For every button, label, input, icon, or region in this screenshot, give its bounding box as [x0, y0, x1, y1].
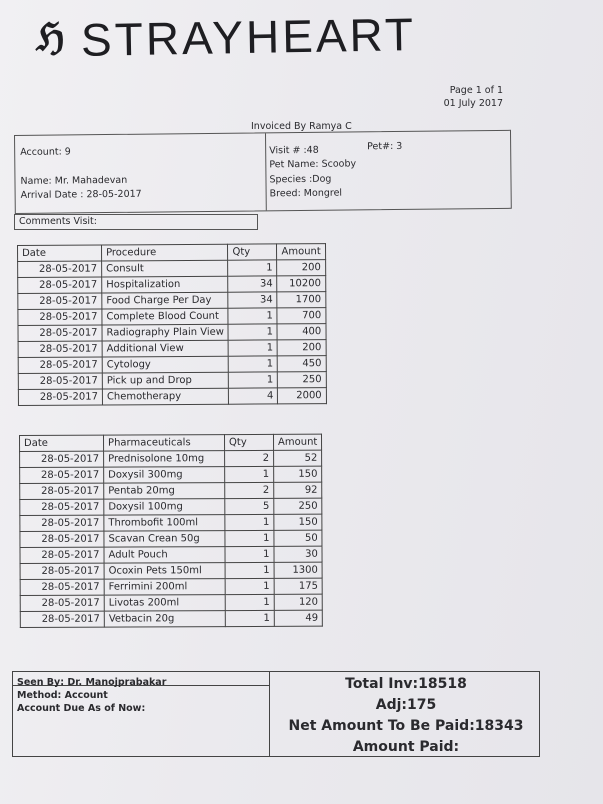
row-date: 28-05-2017 [20, 595, 104, 611]
adjustment: Adj:175 [375, 697, 437, 713]
row-pharmaceutical: Thrombofit 100ml [104, 515, 225, 532]
procedure-row [18, 372, 326, 390]
row-amount: 150 [274, 514, 322, 530]
procedure-row [18, 388, 326, 406]
summary-left [17, 676, 166, 715]
row-date: 28-05-2017 [20, 563, 104, 579]
pharmaceutical-table [19, 434, 323, 628]
row-qty: 2 [225, 482, 274, 498]
pharmaceutical-row [20, 546, 322, 563]
row-date: 28-05-2017 [18, 373, 102, 390]
total-invoice: Total Inv:18518 [345, 676, 467, 692]
pharmaceutical-row [20, 578, 322, 595]
summary-divider [269, 672, 270, 756]
page-info [444, 84, 503, 110]
procedure-row [18, 340, 326, 358]
procedure-row [18, 260, 326, 278]
row-date: 28-05-2017 [20, 499, 104, 515]
net-amount: Net Amount To Be Paid:18343 [288, 718, 524, 734]
row-qty: 4 [229, 388, 278, 404]
row-amount: 1300 [274, 562, 322, 578]
row-amount: 250 [274, 498, 322, 514]
amount-paid: Amount Paid: [352, 739, 460, 755]
pharmaceutical-row [20, 466, 322, 483]
row-qty: 1 [225, 546, 274, 562]
row-qty: 1 [225, 594, 274, 610]
procedure-row [18, 276, 326, 294]
row-procedure: Radiography Plain View [102, 324, 229, 341]
account-due: Account Due As of Now: [17, 703, 146, 714]
row-procedure: Additional View [102, 340, 229, 357]
row-date: 28-05-2017 [20, 579, 104, 595]
row-date: 28-05-2017 [18, 357, 102, 374]
row-pharmaceutical: Livotas 200ml [104, 595, 225, 612]
row-pharmaceutical: Vetbacin 20g [104, 611, 225, 628]
procedure-row [18, 308, 326, 326]
pharmaceutical-row [20, 450, 322, 467]
row-amount: 200 [278, 340, 326, 356]
pharmaceutical-row [20, 530, 322, 547]
pet-number: Pet#: 3 [367, 140, 403, 153]
invoiced-by: Invoiced By Ramya C [251, 121, 352, 132]
row-pharmaceutical: Adult Pouch [104, 547, 225, 564]
row-qty: 5 [225, 498, 274, 514]
row-amount: 30 [274, 546, 322, 562]
row-qty: 34 [228, 276, 277, 292]
row-date: 28-05-2017 [20, 467, 104, 483]
row-amount: 50 [274, 530, 322, 546]
row-amount: 92 [274, 482, 322, 498]
row-qty: 2 [225, 450, 274, 466]
row-procedure: Complete Blood Count [102, 308, 229, 325]
row-procedure: Consult [102, 260, 229, 277]
visit-number: Visit # :48 [269, 144, 319, 157]
comments-visit: Comments Visit: [14, 214, 258, 230]
row-qty: 1 [225, 466, 274, 482]
row-date: 28-05-2017 [20, 483, 104, 499]
row-qty: 1 [225, 514, 274, 530]
row-qty: 1 [228, 324, 277, 340]
account-number: Account: 9 [20, 146, 71, 158]
row-amount: 200 [277, 260, 325, 276]
col-date: Date [20, 435, 104, 451]
row-amount: 1700 [277, 292, 325, 308]
row-date: 28-05-2017 [18, 293, 102, 310]
pet-breed: Breed: Mongrel [269, 187, 343, 200]
row-date: 28-05-2017 [18, 325, 102, 342]
row-qty: 1 [229, 356, 278, 372]
row-date: 28-05-2017 [20, 515, 104, 531]
procedure-row [18, 356, 326, 374]
row-amount: 250 [278, 372, 326, 388]
seen-by: Seen By: Dr. Manojprabakar [17, 677, 167, 688]
visit-info-box [14, 130, 512, 214]
row-qty: 1 [225, 610, 274, 626]
procedure-row [18, 324, 326, 342]
row-date: 28-05-2017 [20, 547, 104, 563]
row-pharmaceutical: Ocoxin Pets 150ml [104, 563, 225, 580]
summary-box [12, 671, 540, 757]
row-qty: 1 [228, 260, 277, 276]
logo-mark-icon: ℌ [36, 14, 65, 59]
pharmaceutical-header-row [20, 434, 322, 451]
invoice-date: 01 July 2017 [443, 98, 503, 109]
row-qty: 1 [229, 340, 278, 356]
row-amount: 120 [274, 594, 322, 610]
row-date: 28-05-2017 [20, 611, 104, 627]
procedure-table [17, 243, 327, 406]
page-number: Page 1 of 1 [449, 85, 503, 96]
col-qty: Qty [225, 434, 274, 450]
row-date: 28-05-2017 [18, 341, 102, 358]
row-procedure: Pick up and Drop [102, 372, 229, 389]
col-amount: Amount [277, 244, 325, 260]
row-pharmaceutical: Ferrimini 200ml [104, 579, 225, 596]
row-qty: 1 [228, 308, 277, 324]
row-amount: 10200 [277, 276, 325, 292]
col-pharmaceuticals: Pharmaceuticals [104, 435, 225, 452]
row-amount: 700 [277, 308, 325, 324]
row-qty: 1 [229, 372, 278, 388]
payment-method: Method: Account [17, 690, 108, 701]
row-procedure: Food Charge Per Day [102, 292, 229, 309]
row-date: 28-05-2017 [18, 309, 102, 326]
row-amount: 52 [274, 450, 322, 466]
col-date: Date [18, 245, 102, 262]
row-qty: 1 [225, 530, 274, 546]
row-date: 28-05-2017 [20, 451, 104, 467]
row-qty: 1 [225, 562, 274, 578]
row-qty: 1 [225, 578, 274, 594]
col-procedure: Procedure [102, 244, 229, 261]
pet-name: Pet Name: Scooby [269, 158, 357, 171]
row-pharmaceutical: Pentab 20mg [104, 483, 225, 500]
pharmaceutical-row [20, 610, 322, 627]
row-amount: 175 [274, 578, 322, 594]
brand-logo [36, 8, 417, 66]
procedure-row [18, 292, 326, 310]
brand-name: STRAYHEART [80, 8, 417, 66]
pharmaceutical-row [20, 498, 322, 515]
pharmaceutical-row [20, 482, 322, 499]
row-amount: 49 [274, 610, 322, 626]
row-amount: 2000 [278, 388, 326, 404]
row-qty: 34 [228, 292, 277, 308]
row-procedure: Cytology [102, 356, 229, 373]
row-procedure: Hospitalization [102, 276, 229, 293]
row-pharmaceutical: Scavan Crean 50g [104, 531, 225, 548]
pharmaceutical-row [20, 514, 322, 531]
client-name: Name: Mr. Mahadevan [20, 174, 128, 187]
row-date: 28-05-2017 [18, 277, 102, 294]
procedure-header-row [18, 244, 326, 262]
pet-species: Species :Dog [269, 173, 332, 186]
row-date: 28-05-2017 [18, 261, 102, 278]
pharmaceutical-row [20, 562, 322, 579]
row-pharmaceutical: Prednisolone 10mg [104, 451, 225, 468]
row-amount: 150 [274, 466, 322, 482]
col-qty: Qty [228, 244, 277, 260]
row-amount: 450 [278, 356, 326, 372]
row-date: 28-05-2017 [18, 389, 102, 406]
pharmaceutical-row [20, 594, 322, 611]
row-pharmaceutical: Doxysil 100mg [104, 499, 225, 516]
row-date: 28-05-2017 [20, 531, 104, 547]
row-pharmaceutical: Doxysil 300mg [104, 467, 225, 484]
summary-totals [273, 674, 539, 758]
info-divider [265, 133, 267, 210]
col-amount: Amount [273, 434, 321, 450]
arrival-date: Arrival Date : 28-05-2017 [20, 188, 142, 201]
row-amount: 400 [277, 324, 325, 340]
row-procedure: Chemotherapy [102, 388, 229, 405]
